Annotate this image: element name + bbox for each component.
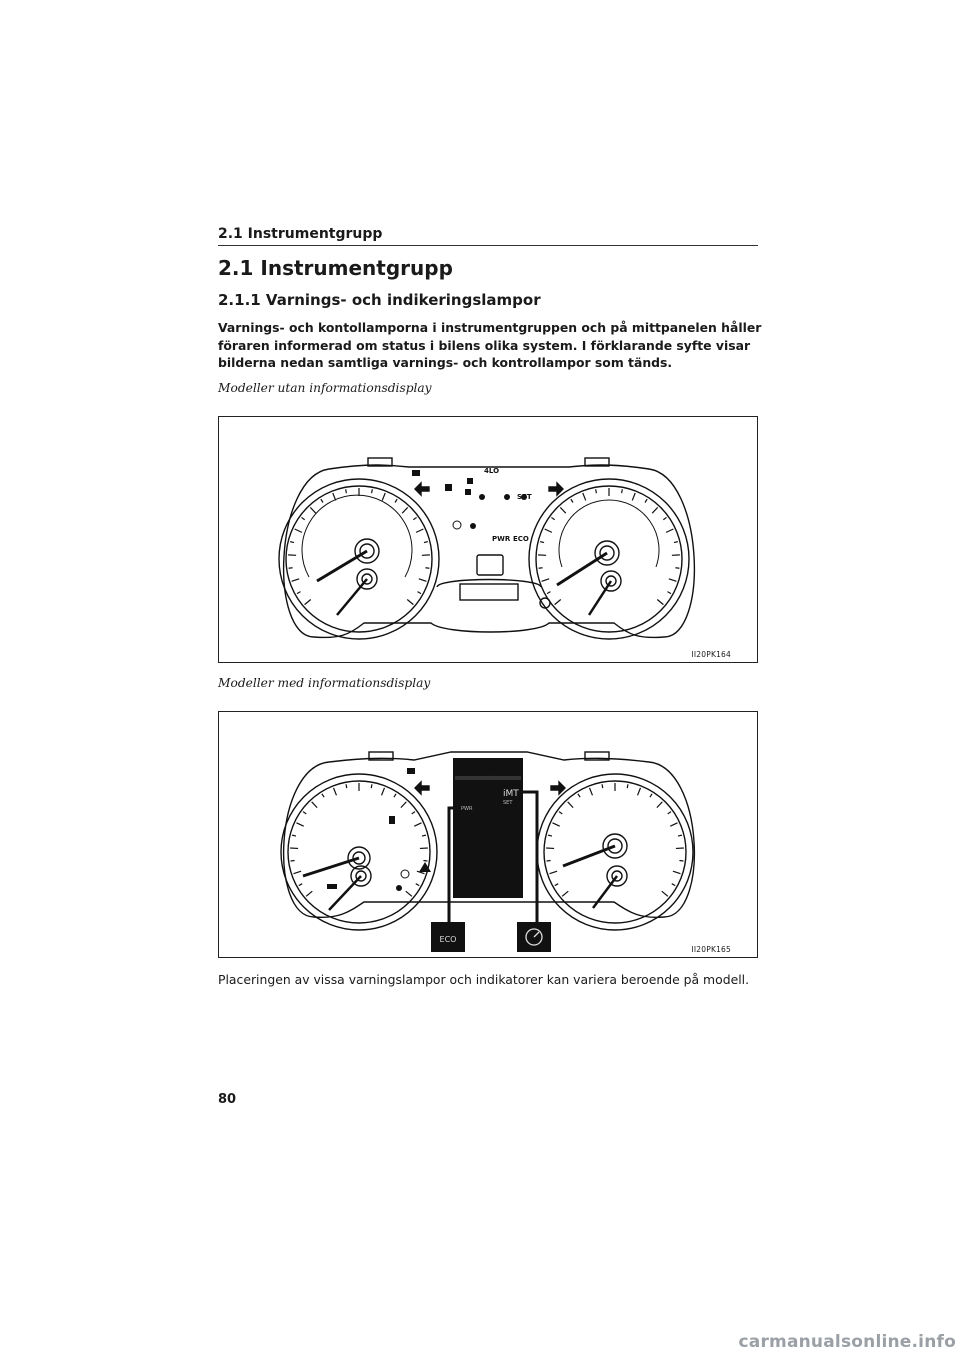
gauge-tick <box>547 860 551 861</box>
gauge-tick <box>310 507 315 513</box>
gauge-tick <box>413 517 416 519</box>
fig2-pwr-label: PWR <box>461 806 473 812</box>
gauge-tick <box>333 493 336 500</box>
page-number: 80 <box>218 1092 237 1107</box>
gauge-tick <box>371 784 372 788</box>
gauge-tick <box>555 599 561 604</box>
gauge-tick <box>622 489 623 493</box>
gauge-tick <box>675 568 679 569</box>
gauge-tick <box>425 568 429 569</box>
gauge-tick <box>568 802 573 808</box>
gauge-tick <box>412 812 415 814</box>
gauge-tick <box>673 871 681 874</box>
figure1-caption: Modeller utan informationsdisplay <box>218 381 432 395</box>
gauge-tick <box>545 529 552 532</box>
gauge-tick <box>292 579 300 582</box>
gauge-tick <box>602 784 603 788</box>
gauge-tick <box>334 788 337 795</box>
gauge-tick <box>407 599 413 604</box>
fig1-pwr-label: PWR <box>492 535 511 543</box>
gauge-tick <box>382 788 385 795</box>
gauge-tick <box>578 794 580 797</box>
gauge-tick <box>670 823 677 826</box>
gauge-tick <box>346 784 347 788</box>
gauge-tick <box>672 884 675 886</box>
gauge-tick <box>419 579 427 582</box>
figure-cluster-with-display <box>218 711 758 958</box>
cluster-illustration-1 <box>219 417 759 664</box>
gauge-tick <box>382 493 385 500</box>
gauge-tick <box>539 568 543 569</box>
intro-paragraph: Varnings- och kontollamporna i instrumentgruppen och på mittpanelen håller föraren informerad om status i bilens olika system. I förklarande syfte visar bilderna nedan samtliga varnings- och kontrollampor som tänds. <box>218 320 762 370</box>
gauge-tick <box>305 599 311 604</box>
section-title: 2.1 Instrumentgrupp <box>218 256 453 280</box>
gauge-tick <box>666 529 673 532</box>
fig1-eco-label: ECO <box>513 535 529 543</box>
figure-cluster-without-display <box>218 416 758 663</box>
gauge-tick <box>301 517 304 519</box>
gauge-tick <box>560 507 565 513</box>
subsection-title: 2.1.1 Varnings- och indikeringslampor <box>218 291 541 309</box>
gauge-tick <box>303 812 306 814</box>
fig2-eco-callout: ECO <box>439 935 457 944</box>
gauge-tick <box>596 489 597 493</box>
gauge-tick <box>627 784 628 788</box>
gauge-tick <box>372 489 373 493</box>
header-rule <box>218 245 758 246</box>
gauge-tick <box>423 860 427 861</box>
gauge-tick <box>540 542 544 543</box>
gauge-tick <box>321 499 323 502</box>
gauge-tick <box>674 542 678 543</box>
fig2-set-label: SET <box>503 800 513 806</box>
gauge-tick <box>401 802 406 808</box>
gauge-tick <box>291 860 295 861</box>
gauge-tick <box>416 884 419 886</box>
gauge-tick <box>679 860 683 861</box>
gauge-tick <box>346 489 347 493</box>
gauge-tick <box>663 517 666 519</box>
gauge-tick <box>551 517 554 519</box>
gauge-tick <box>296 823 303 826</box>
gauge-tick <box>312 802 317 808</box>
gauge-tick <box>548 835 552 836</box>
watermark: carmanualsonline.info <box>738 1332 956 1352</box>
gauge-tick <box>547 592 550 594</box>
gauge-tick <box>652 507 657 513</box>
gauge-tick <box>662 891 668 896</box>
gauge-tick <box>669 579 677 582</box>
figure2-caption: Modeller med informationsdisplay <box>218 676 431 690</box>
figure2-code: II20PK165 <box>691 945 731 954</box>
gauge-tick <box>559 812 562 814</box>
gauge-tick <box>657 802 662 808</box>
gauge-tick <box>406 891 412 896</box>
gauge-tick <box>290 542 294 543</box>
fig1-set-label: SET <box>517 493 532 501</box>
gauge-tick <box>645 499 647 502</box>
gauge-tick <box>552 823 559 826</box>
gauge-tick <box>638 788 641 795</box>
gauge-tick <box>294 871 302 874</box>
gauge-tick <box>668 592 671 594</box>
gauge-tick <box>668 812 671 814</box>
gauge-tick <box>299 884 302 886</box>
gauge-tick <box>416 529 423 532</box>
gauge-tick <box>414 823 421 826</box>
gauge-tick <box>678 835 682 836</box>
gauge-tick <box>297 592 300 594</box>
gauge-tick <box>306 891 312 896</box>
gauge-tick <box>650 794 652 797</box>
gauge-tick <box>289 568 293 569</box>
gauge-tick <box>395 499 397 502</box>
gauge-tick <box>590 788 593 795</box>
gauge-tick <box>424 542 428 543</box>
footnote: Placeringen av vissa varningslampor och indikatorer kan variera beroende på modell. <box>218 972 750 987</box>
gauge-tick <box>322 794 324 797</box>
gauge-tick <box>571 499 573 502</box>
gauge-tick <box>632 493 635 500</box>
gauge-tick <box>422 835 426 836</box>
gauge-tick <box>394 794 396 797</box>
cluster-illustration-2 <box>219 712 759 959</box>
gauge-tick <box>295 529 302 532</box>
fig2-4lo-label: 4LO <box>487 767 500 774</box>
gauge-tick <box>562 891 568 896</box>
gauge-tick <box>657 599 663 604</box>
gauge-tick <box>550 871 558 874</box>
gauge-tick <box>583 493 586 500</box>
figure1-code: II20PK164 <box>691 650 731 659</box>
fig1-4lo-label: 4LO <box>484 467 500 475</box>
gauge-tick <box>555 884 558 886</box>
fig2-imt-label: iMT <box>503 789 519 799</box>
gauge-tick <box>542 579 550 582</box>
gauge-tick <box>292 835 296 836</box>
gauge-tick <box>402 507 407 513</box>
running-head: 2.1 Instrumentgrupp <box>218 226 383 242</box>
gauge-tick <box>418 592 421 594</box>
